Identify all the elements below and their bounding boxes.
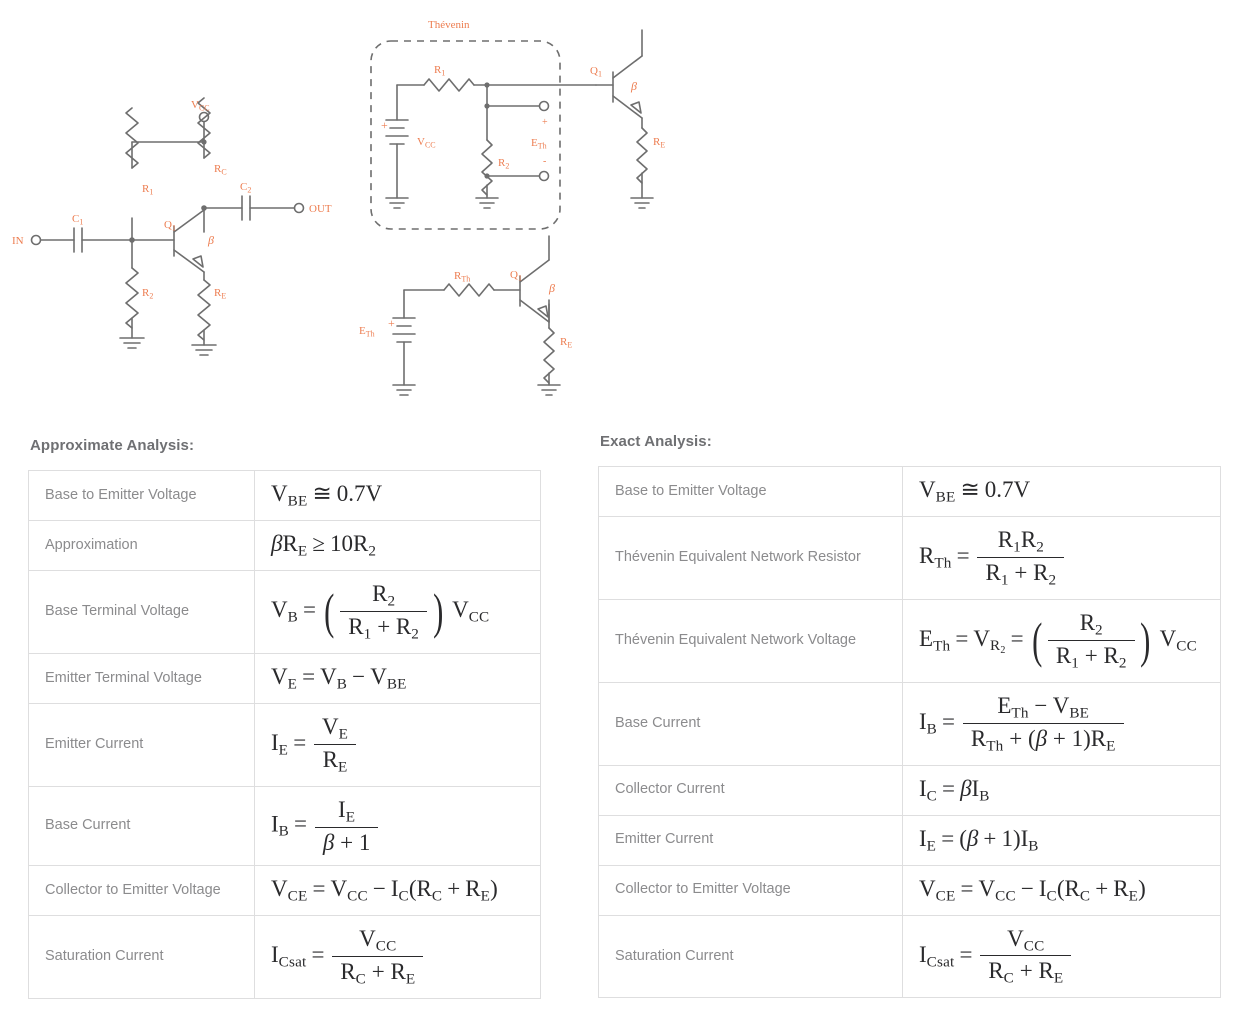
row-formula: $I_{Csat}$ = $\frac{V_{CC}}{R_C + R_E}$ xyxy=(903,915,1221,998)
row-label: Thévenin Equivalent Network Voltage xyxy=(599,599,903,682)
row-label: Emitter Current xyxy=(599,815,903,865)
label-th-re: $R_E$ xyxy=(653,136,666,150)
approximate-analysis-title: Approximate Analysis: xyxy=(30,437,195,454)
row-formula: $R_{Th}$ = $\frac{R_1R_2}{R_1 + R_2}$ xyxy=(903,516,1221,599)
row-label: Base Current xyxy=(599,682,903,765)
row-formula: $V_B$ = ( $\frac{R_2}{R_1 + R_2}$ ) $V_{CC}$ xyxy=(255,570,541,653)
row-label: Collector to Emitter Voltage xyxy=(599,865,903,915)
row-label: Thévenin Equivalent Network Resistor xyxy=(599,516,903,599)
label-beta-1: β xyxy=(208,233,214,247)
approximate-analysis-section xyxy=(28,437,541,999)
table-row xyxy=(599,815,1221,865)
table-row xyxy=(29,786,541,865)
row-label: Collector to Emitter Voltage xyxy=(29,865,255,915)
row-formula: $I_B$ = $\frac{E_{Th} - V_{BE}}{R_{Th} + (\beta + 1)R_E}$ xyxy=(903,682,1221,765)
label-q1: $Q_1$ xyxy=(164,219,176,233)
row-label: Saturation Current xyxy=(29,915,255,998)
table-row xyxy=(599,516,1221,599)
label-re: $R_E$ xyxy=(214,287,227,301)
table-row xyxy=(599,915,1221,998)
label-r1: $R_1$ xyxy=(142,183,154,197)
in-terminal xyxy=(32,236,41,245)
row-formula: $V_{BE}$ ≅ 0.7V xyxy=(255,471,541,521)
label-te-eth: $E_{Th}$ xyxy=(359,325,375,339)
exact-analysis-section xyxy=(598,433,1221,998)
row-label: Emitter Current xyxy=(29,703,255,786)
table-row xyxy=(29,520,541,570)
exact-analysis-table xyxy=(598,466,1221,998)
row-label: Saturation Current xyxy=(599,915,903,998)
label-th-q1: $Q_1$ xyxy=(590,65,602,79)
table-row xyxy=(29,915,541,998)
label-th-r2: $R_2$ xyxy=(498,157,510,171)
approximate-analysis-table xyxy=(28,470,541,999)
row-label: Base Current xyxy=(29,786,255,865)
table-row xyxy=(599,682,1221,765)
row-label: Emitter Terminal Voltage xyxy=(29,653,255,703)
table-row xyxy=(29,653,541,703)
thevenin-dashed-box xyxy=(371,41,560,229)
circuit-thevenin-equivalent xyxy=(359,236,572,395)
row-label: Base to Emitter Voltage xyxy=(29,471,255,521)
label-r2: $R_2$ xyxy=(142,287,154,301)
label-thevenin-title: Thévenin xyxy=(428,19,470,31)
label-out: OUT xyxy=(309,203,332,215)
label-eth: $E_{Th}$ xyxy=(531,137,547,151)
label-th-vcc: $V_{CC}$ xyxy=(417,136,436,150)
table-row xyxy=(599,467,1221,517)
table-row xyxy=(29,570,541,653)
label-th-beta: β xyxy=(631,79,637,93)
label-c2: $C_2$ xyxy=(240,181,252,195)
label-vcc: $V_{CC}$ xyxy=(191,99,210,113)
row-label: Base to Emitter Voltage xyxy=(599,467,903,517)
row-label: Base Terminal Voltage xyxy=(29,570,255,653)
label-c1: $C_1$ xyxy=(72,213,84,227)
out-terminal xyxy=(295,204,304,213)
label-te-q1: $Q_1$ xyxy=(510,269,522,283)
row-label: Collector Current xyxy=(599,765,903,815)
table-row xyxy=(599,765,1221,815)
label-in: IN xyxy=(12,235,24,247)
exact-analysis-title: Exact Analysis: xyxy=(600,433,712,450)
row-formula: $I_B$ = $\frac{I_E}{\beta + 1}$ xyxy=(255,786,541,865)
label-te-beta: β xyxy=(549,281,555,295)
row-formula: $I_E = (\beta + 1)I_B$ xyxy=(903,815,1221,865)
label-te-re: $R_E$ xyxy=(560,336,573,350)
table-row xyxy=(29,471,541,521)
label-eth-minus-sign: - xyxy=(543,156,547,167)
label-te-rth: $R_{Th}$ xyxy=(454,270,471,284)
label-battery-plus-te: + xyxy=(388,316,395,330)
row-formula: $I_{Csat}$ = $\frac{V_{CC}}{R_C + R_E}$ xyxy=(255,915,541,998)
table-row xyxy=(599,865,1221,915)
eth-minus-terminal xyxy=(540,172,549,181)
eth-plus-terminal xyxy=(540,102,549,111)
table-row xyxy=(29,703,541,786)
row-formula: $V_{CE} = V_{CC} - I_C(R_C + R_E)$ xyxy=(903,865,1221,915)
table-row xyxy=(599,599,1221,682)
row-formula: $E_{Th} = V_{R_2}$ = ( $\frac{R_2}{R_1 + R_2}$ ) $V_{CC}$ xyxy=(903,599,1221,682)
row-formula: $I_E$ = $\frac{V_E}{R_E}$ xyxy=(255,703,541,786)
row-formula: $I_C = \beta I_B$ xyxy=(903,765,1221,815)
row-formula: $V_E = V_B - V_{BE}$ xyxy=(255,653,541,703)
table-row xyxy=(29,865,541,915)
circuit-voltage-divider-bias xyxy=(12,98,332,355)
circuit-thevenin-source xyxy=(371,19,665,229)
label-th-r1: $R_1$ xyxy=(434,64,446,78)
row-formula: $\beta R_E \ge 10R_2$ xyxy=(255,520,541,570)
row-formula: $V_{CE} = V_{CC} - I_C(R_C + R_E)$ xyxy=(255,865,541,915)
circuit-diagram-area xyxy=(0,0,1242,420)
label-eth-plus-sign: + xyxy=(542,117,548,128)
row-formula: $V_{BE}$ ≅ 0.7V xyxy=(903,467,1221,517)
label-battery-plus-th: + xyxy=(381,118,388,132)
label-rc: $R_C$ xyxy=(214,163,227,177)
circuits-svg xyxy=(0,0,1242,420)
row-label: Approximation xyxy=(29,520,255,570)
